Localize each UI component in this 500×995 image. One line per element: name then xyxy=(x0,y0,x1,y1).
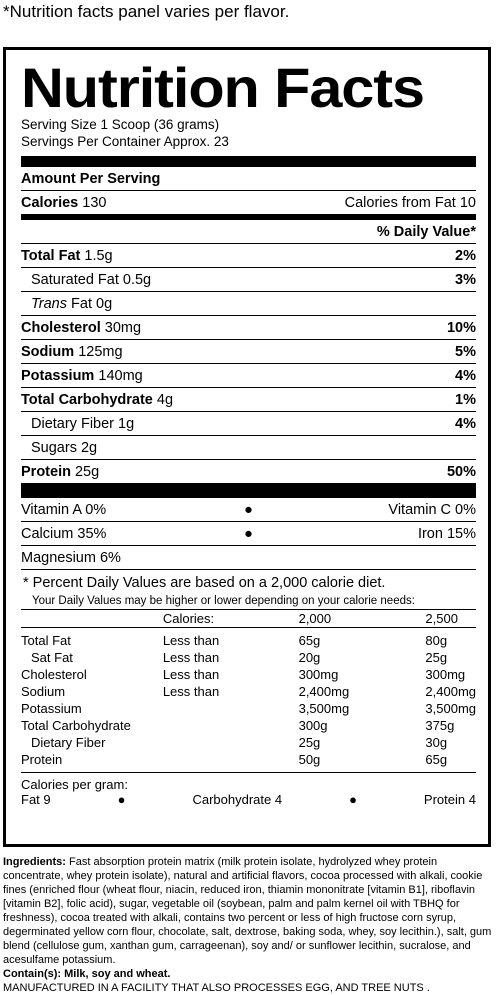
dv-cell xyxy=(163,717,299,734)
nutrient-dv: 3% xyxy=(455,271,476,288)
vitamin-row xyxy=(21,546,476,570)
ingredients-body: Fast absorption protein matrix (milk protein isolate, hydrolyzed whey protein concentrate, whey protein isolate), natural and artificial flavors, cocoa processed with alkali, cookie fines (enriched flour (wheat flour, niacin, reduced iron, thiamin mononitrate [vitamin B1], riboflavin [vitamin B2], folic acid), sugar, vegetable oil (soybean, palm and palm kernel oil with TBHQ for freshness), cocoa treated with alkali, contains two percent or less of high fructose corn syrup, degerminated yellow corn flour, chocolate, salt, dextrose, baking soda, whey, soy lecithin.), salt, gum blend (cellulose gum, xanthan gum, carrageenan), soy and/ or sunflower lecithin, sucralose, and acesulfame potassium. xyxy=(3,856,492,966)
dv-cell: 65g xyxy=(425,752,448,767)
dv-cell: Less than xyxy=(162,667,220,682)
dv-cell: Protein xyxy=(21,752,63,767)
dv-cell xyxy=(163,700,299,717)
table-row xyxy=(21,666,476,683)
nutrient-label: Protein xyxy=(21,463,71,480)
calories-per-gram-label: Calories per gram: xyxy=(21,777,128,792)
nutrient-row xyxy=(21,244,476,268)
dv-cell: Less than xyxy=(162,633,220,648)
dv-cell: 2,500 xyxy=(425,611,458,626)
nutrient-amount: Fat 0g xyxy=(71,295,113,312)
nutrient-dv: 5% xyxy=(455,343,476,360)
nutrient-amount: 125mg xyxy=(78,343,123,360)
nutrient-amount: 140mg xyxy=(98,367,143,384)
dv-cell: 25g xyxy=(298,735,321,750)
vitamin-right: Iron 15% xyxy=(417,525,476,542)
dv-cell: 375g xyxy=(425,718,455,733)
table-row xyxy=(21,734,476,751)
dv-cell: 3,500mg xyxy=(298,701,350,716)
nutrient-row xyxy=(21,340,476,364)
dv-cell: Less than xyxy=(162,650,220,665)
nutrient-label: Sugars xyxy=(31,439,77,456)
dv-cell: 300mg xyxy=(298,667,339,682)
nutrient-row xyxy=(21,436,476,460)
bullet-icon: ● xyxy=(117,792,126,807)
dv-cell xyxy=(21,610,163,628)
dv-cell: 3,500mg xyxy=(425,701,476,716)
dv-cell: Sodium xyxy=(21,684,66,699)
cal-fat: Fat 9 xyxy=(21,792,51,807)
calories-row xyxy=(21,191,476,214)
nutrient-label: Saturated Fat xyxy=(31,271,119,288)
allergen-contains: Contain(s): Milk, soy and wheat. xyxy=(3,968,171,980)
table-row xyxy=(21,700,476,717)
divider-big xyxy=(21,483,476,498)
flavor-note: *Nutrition facts panel varies per flavor. xyxy=(3,2,290,21)
nutrient-label: Potassium xyxy=(21,367,95,384)
dv-cell: 65g xyxy=(298,633,321,648)
dv-cell: Sat Fat xyxy=(31,650,73,665)
dv-cell: 2,400mg xyxy=(298,684,350,699)
calories-per-gram-row xyxy=(21,792,476,809)
serving-size: Serving Size 1 Scoop (36 grams) xyxy=(21,117,220,132)
nutrient-row xyxy=(21,364,476,388)
dv-cell xyxy=(163,751,299,768)
dv-cell: 300g xyxy=(298,718,328,733)
vitamin-row xyxy=(21,498,476,522)
dv-cell xyxy=(163,734,299,751)
nutrient-row xyxy=(21,412,476,436)
nutrient-label: Trans xyxy=(31,295,67,312)
dv-cell: 25g xyxy=(425,650,448,665)
nutrient-row xyxy=(21,316,476,340)
table-row xyxy=(21,632,476,649)
ingredients-block xyxy=(3,855,497,995)
nutrient-label: Total Carbohydrate xyxy=(21,391,153,408)
ingredients-text xyxy=(3,855,497,967)
dv-cell: Calories: xyxy=(162,611,215,626)
nutrition-facts-panel xyxy=(3,47,491,847)
bullet-icon: ● xyxy=(349,792,357,807)
nutrient-row xyxy=(21,268,476,292)
panel-title: Nutrition Facts xyxy=(21,56,424,119)
dv-cell: 20g xyxy=(298,650,321,665)
table-row xyxy=(21,717,476,734)
nutrient-label: Dietary Fiber xyxy=(31,415,114,432)
nutrient-dv: 10% xyxy=(446,319,476,336)
servings-per-container: Servings Per Container Approx. 23 xyxy=(21,134,229,149)
dv-cell: Potassium xyxy=(21,701,82,716)
calories-value: 130 xyxy=(82,194,107,211)
nutrient-label: Total Fat xyxy=(21,247,81,264)
dv-cell: Cholesterol xyxy=(21,667,87,682)
nutrient-amount: 2g xyxy=(80,439,98,456)
table-row xyxy=(21,751,476,768)
nutrient-amount: 0.5g xyxy=(122,271,152,288)
vitamin-left: Calcium 35% xyxy=(21,525,107,542)
cal-carb: Carbohydrate 4 xyxy=(192,792,283,807)
nutrient-dv: 2% xyxy=(455,247,476,264)
daily-value-table xyxy=(21,610,476,768)
nutrient-amount: 25g xyxy=(74,463,100,480)
nutrient-dv: 4% xyxy=(455,367,476,384)
dv-cell: 300mg xyxy=(425,667,466,682)
vitamin-left: Vitamin A 0% xyxy=(21,501,107,518)
table-row xyxy=(21,683,476,700)
footnote-needs: Your Daily Values may be higher or lower depending on your calorie needs: xyxy=(32,595,415,607)
nutrient-row xyxy=(21,292,476,316)
dv-cell: Less than xyxy=(162,684,220,699)
dv-cell: Total Fat xyxy=(21,633,71,648)
vitamin-left: Magnesium 6% xyxy=(21,549,121,566)
dv-cell: 30g xyxy=(425,735,448,750)
amount-per-serving-row xyxy=(21,167,476,191)
vitamin-row xyxy=(21,522,476,546)
cal-protein: Protein 4 xyxy=(423,792,476,807)
calories-label: Calories xyxy=(21,194,79,211)
dv-cell: 2,000 xyxy=(298,611,332,626)
table-row xyxy=(21,649,476,666)
nutrient-dv: 1% xyxy=(455,391,476,408)
daily-value-header: % Daily Value* xyxy=(376,223,476,240)
dv-cell: 50g xyxy=(298,752,321,767)
nutrient-row xyxy=(21,388,476,412)
divider-thick xyxy=(21,156,476,167)
dv-cell: Dietary Fiber xyxy=(31,735,106,750)
daily-value-header-row xyxy=(21,220,476,244)
dv-cell: Total Carbohydrate xyxy=(21,718,131,733)
facility-warning: MANUFACTURED IN A FACILITY THAT ALSO PROCESSES EGG, AND TREE NUTS . xyxy=(3,982,430,994)
nutrient-row xyxy=(21,460,476,483)
dv-cell: 80g xyxy=(425,633,448,648)
footnote-percent: * Percent Daily Values are based on a 2,000 calorie diet. xyxy=(23,575,386,591)
nutrient-amount: 4g xyxy=(156,391,174,408)
nutrient-label: Cholesterol xyxy=(21,319,101,336)
nutrient-label: Sodium xyxy=(21,343,75,360)
dv-table-header xyxy=(21,610,476,628)
nutrient-amount: 1.5g xyxy=(84,247,113,264)
calories-from-fat: Calories from Fat 10 xyxy=(344,194,476,211)
bullet-icon: ● xyxy=(244,501,253,518)
bullet-icon: ● xyxy=(244,525,253,542)
nutrient-amount: 30mg xyxy=(104,319,142,336)
vitamin-right: Vitamin C 0% xyxy=(388,501,476,518)
amount-per-serving: Amount Per Serving xyxy=(21,170,161,187)
nutrient-dv: 4% xyxy=(455,415,476,432)
nutrient-amount: 1g xyxy=(118,415,135,432)
dv-cell: 2,400mg xyxy=(425,684,476,699)
ingredients-label: Ingredients: xyxy=(3,856,66,868)
nutrient-dv: 50% xyxy=(446,463,476,480)
